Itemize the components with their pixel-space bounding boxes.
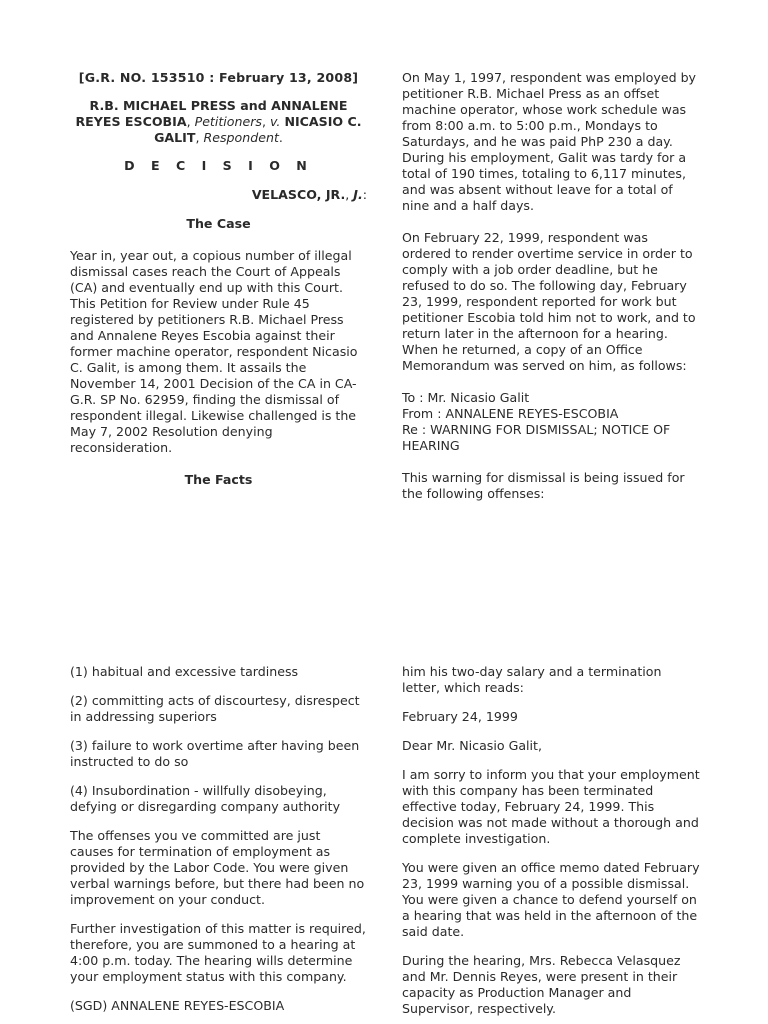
respondent-label: Respondent bbox=[203, 130, 279, 145]
offense-item-2: (2) committing acts of discourtesy, disrespect in addressing superiors bbox=[70, 693, 360, 724]
decision-heading: D E C I S I O N bbox=[124, 158, 313, 173]
ponente-suffix: J. bbox=[353, 187, 363, 202]
memo-from: From : ANNALENE REYES-ESCOBIA bbox=[402, 406, 619, 421]
letter-paragraph-3: During the hearing, Mrs. Rebecca Velasquez and Mr. Dennis Reyes, were present in their capacity as Production Manager and Supervisor, respectively. bbox=[402, 953, 681, 1016]
versus-label: v. bbox=[270, 114, 281, 129]
left-column-bottom bbox=[70, 664, 367, 1014]
memo-re: Re : WARNING FOR DISMISSAL; NOTICE OF HEARING bbox=[402, 422, 671, 453]
offense-item-3: (3) failure to work overtime after having been instructed to do so bbox=[70, 738, 360, 769]
offenses-paragraph: The offenses you ve committed are just causes for termination of employment as provided by the Labor Code. You were given verbal warnings before, but there had been no improvement on your conduct. bbox=[70, 828, 365, 907]
letter-paragraph-1: I am sorry to inform you that your employment with this company has been terminated effective today, February 24, 1999. This decision was not made without a thorough and complete investigation. bbox=[402, 767, 700, 846]
case-parties: R.B. MICHAEL PRESS and ANNALENE REYES ESCOBIA, Petitioners, v. NICASIO C. GALIT, Respondent. bbox=[75, 98, 362, 145]
investigation-paragraph: Further investigation of this matter is required, therefore, you are summoned to a hearing at 4:00 p.m. today. The hearing wills determine your employment status with this company. bbox=[70, 921, 366, 984]
facts-paragraph-1: On May 1, 1997, respondent was employed by petitioner R.B. Michael Press as an offset machine operator, whose work schedule was from 8:00 a.m. to 5:00 p.m., Mondays to Saturdays, and he was paid PhP 230 a day. During his employment, Galit was tardy for a total of 190 times, totaling to 6,117 minutes, and was absent without leave for a total of nine and a half days. bbox=[402, 70, 697, 213]
right-column-top bbox=[402, 70, 700, 502]
left-column-top bbox=[70, 70, 367, 488]
case-heading: The Case bbox=[186, 216, 251, 231]
right-column-bottom bbox=[402, 664, 700, 1017]
case-paragraph: Year in, year out, a copious number of illegal dismissal cases reach the Court of Appeals (CA) and eventually end up with this Court. This Petition for Review under Rule 45 registered by petitioners R.B. Michael Press and Annalene Reyes Escobia against their former machine operator, respondent Nicasio C. Galit, is among them. It assails the November 14, 2001 Decision of the CA in CA-G.R. SP No. 62959, finding the dismissal of respondent illegal. Likewise challenged is the May 7, 2002 Resolution denying reconsideration. bbox=[70, 248, 358, 455]
warning-paragraph: This warning for dismissal is being issued for the following offenses: bbox=[402, 470, 685, 501]
ponente: VELASCO, JR., J.: bbox=[251, 187, 367, 202]
letter-salutation: Dear Mr. Nicasio Galit, bbox=[402, 738, 542, 753]
ponente-name: VELASCO, JR. bbox=[251, 187, 346, 202]
memo-to: To : Mr. Nicasio Galit bbox=[402, 390, 530, 405]
offense-item-4: (4) Insubordination - willfully disobeying, defying or disregarding company authority bbox=[70, 783, 341, 814]
letter-paragraph-2: You were given an office memo dated February 23, 1999 warning you of a possible dismissal. You were given a chance to defend yourself on a hearing that was held in the afternoon of the said date. bbox=[402, 860, 700, 939]
offense-item-1: (1) habitual and excessive tardiness bbox=[70, 664, 299, 679]
letter-date: February 24, 1999 bbox=[402, 709, 518, 724]
petitioners-names: R.B. MICHAEL PRESS and ANNALENE REYES ESCOBIA bbox=[75, 98, 348, 129]
facts-heading: The Facts bbox=[184, 472, 253, 487]
petitioners-label: Petitioners bbox=[194, 114, 262, 129]
memo-signature: (SGD) ANNALENE REYES-ESCOBIA bbox=[70, 998, 285, 1013]
facts-paragraph-2: On February 22, 1999, respondent was ordered to render overtime service in order to comply with a job order deadline, but he refused to do so. The following day, February 23, 1999, respondent reported for work but petitioner Escobia told him not to work, and to return later in the afternoon for a hearing. When he returned, a copy of an Office Memorandum was served on him, as follows: bbox=[402, 230, 696, 373]
respondent-name: NICASIO C. GALIT bbox=[154, 114, 362, 145]
termination-intro: him his two-day salary and a termination letter, which reads: bbox=[402, 664, 662, 695]
case-number: [G.R. NO. 153510 : February 13, 2008] bbox=[78, 70, 359, 85]
